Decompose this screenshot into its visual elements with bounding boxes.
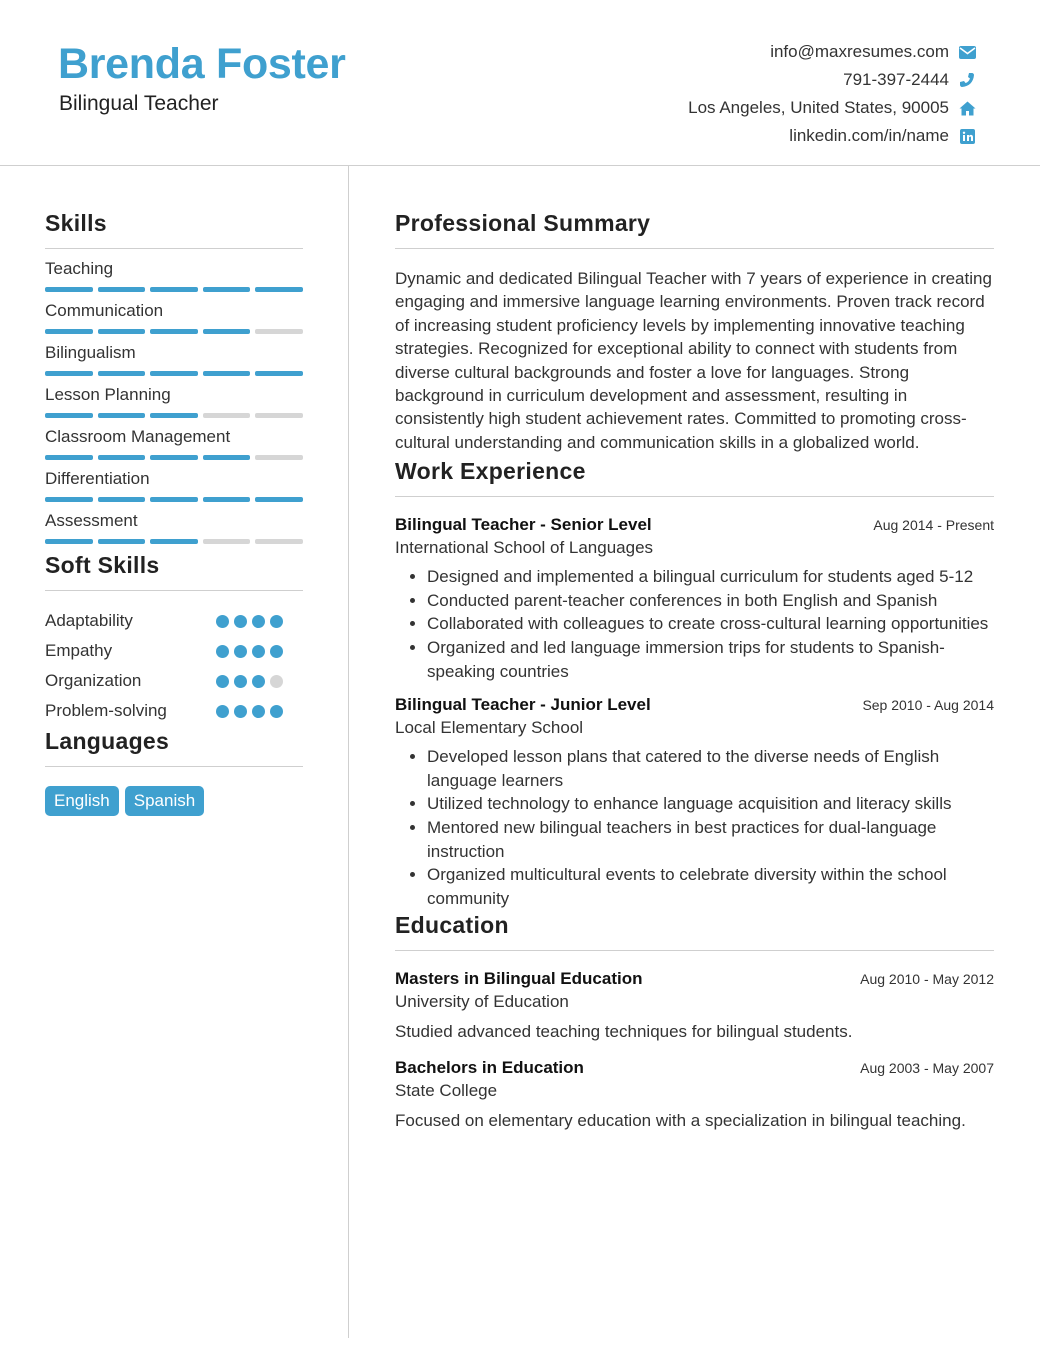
skill-level-segment [203,497,251,502]
skill-level-segment [203,287,251,292]
job-date: Sep 2010 - Aug 2014 [862,697,994,714]
skill-level-segment [45,539,93,544]
education-entry [395,1058,994,1132]
soft-skill-name: Organization [45,671,142,690]
skill-level-segment [203,329,251,334]
skill-level-segment [45,287,93,292]
job-title: Bilingual Teacher - Junior Level [395,695,651,715]
soft-skill-name: Problem-solving [45,701,167,720]
skills-title: Skills [45,210,107,236]
skill-level-segment [98,497,146,502]
column-divider [348,166,349,1338]
soft-skill-name: Adaptability [45,611,133,630]
job-header [395,515,994,535]
job-bullet: • Collaborated with colleagues to create cross-cultural learning opportunities [427,612,994,636]
skill-level-bars [45,455,303,460]
section-rule [45,766,303,767]
contact-address [688,94,976,122]
skill-level-bars [45,413,303,418]
job-entry [395,515,994,683]
skill-level-segment [150,371,198,376]
summary-text: Dynamic and dedicated Bilingual Teacher with 7 years of experience in creating engaging and immersive language learning environments. Proven track record of increasing student proficiency levels by implementing innovative teaching strategies. Recognized for exceptional ability to connect with students from diverse cultural backgrounds and foster a love for languages. Strong background in curriculum development and assessment, resulting in consistently high student achievement rates. Committed to promoting cross-cultural understanding and communication skills in a globalized world. [395,269,992,452]
skill-level-bars [45,329,303,334]
phone-text: 791-397-2444 [843,70,949,89]
education-description: Focused on elementary education with a specialization in bilingual teaching. [395,1110,966,1130]
skill-level-segment [150,497,198,502]
skill-name: Classroom Management [45,427,231,446]
linkedin-text: linkedin.com/in/name [789,126,949,145]
left-column [45,210,303,816]
skill-item [45,427,303,460]
skill-level-segment [255,329,303,334]
skill-level-segment [255,497,303,502]
skill-level-segment [98,371,146,376]
soft-skill-dot [270,615,283,628]
education-list [395,969,994,1132]
skill-level-segment [255,413,303,418]
skills-list [45,259,303,544]
skill-level-segment [45,413,93,418]
education-header [395,1058,994,1078]
soft-skill-dots [216,705,283,718]
skill-level-segment [98,329,146,334]
soft-skill-dot [234,705,247,718]
soft-skill-dot [216,705,229,718]
skill-level-segment [150,413,198,418]
experience-title: Work Experience [395,458,586,485]
job-bullets [395,565,994,683]
job-bullets [395,745,994,910]
language-tag: Spanish [125,786,204,816]
envelope-icon [958,43,976,61]
skill-level-segment [255,287,303,292]
skill-level-bars [45,497,303,502]
soft-skill-dot [252,615,265,628]
education-entry [395,969,994,1043]
degree-title: Masters in Bilingual Education [395,969,643,989]
soft-skill-dot [234,645,247,658]
skill-level-segment [150,287,198,292]
soft-skill-dots [216,645,283,658]
section-rule [45,248,303,249]
skill-level-segment [45,497,93,502]
skill-item [45,259,303,292]
skill-name: Teaching [45,259,114,278]
address-text: Los Angeles, United States, 90005 [688,98,949,117]
experience-list [395,515,994,910]
contact-email[interactable] [688,38,976,66]
soft-skill-item [45,696,303,726]
right-column [395,210,994,1132]
soft-skill-dot [270,645,283,658]
soft-skill-item [45,666,303,696]
skill-item [45,385,303,418]
job-organization: Local Elementary School [395,718,584,738]
job-bullet: • Organized multicultural events to celebrate diversity within the school community [427,863,994,910]
soft-skill-dot [252,645,265,658]
skill-level-segment [45,329,93,334]
education-header [395,969,994,989]
soft-skill-dot [270,705,283,718]
skill-item [45,469,303,502]
soft-skill-dots [216,615,283,628]
skill-name: Assessment [45,511,138,530]
contact-phone[interactable] [688,66,976,94]
languages-list [45,786,303,816]
skill-name: Lesson Planning [45,385,171,404]
soft-skill-item [45,636,303,666]
contact-linkedin[interactable] [688,122,976,150]
skill-name: Bilingualism [45,343,136,362]
email-text: info@maxresumes.com [770,42,949,61]
skill-level-segment [150,455,198,460]
school-name: State College [395,1080,498,1100]
job-title: Bilingual Teacher - Senior Level [395,515,652,535]
skill-level-segment [203,455,251,460]
skill-level-segment [203,413,251,418]
skill-level-segment [203,371,251,376]
skill-level-segment [150,329,198,334]
skill-level-bars [45,287,303,292]
candidate-name: Brenda Foster [58,40,346,88]
soft-skill-item [45,606,303,636]
skill-level-segment [98,539,146,544]
resume-header [0,0,1040,166]
soft-skill-dot [216,675,229,688]
skill-item [45,511,303,544]
languages-title: Languages [45,728,170,754]
soft-skill-dot [234,675,247,688]
school-name: University of Education [395,992,569,1012]
summary-title: Professional Summary [395,210,651,236]
job-header [395,695,994,715]
skill-level-segment [98,455,146,460]
education-title: Education [395,912,509,939]
job-bullet: • Organized and led language immersion trips for students to Spanish-speaking countries [427,636,994,683]
skill-level-segment [98,287,146,292]
degree-title: Bachelors in Education [395,1057,584,1077]
section-rule [395,248,994,249]
skill-level-segment [45,455,93,460]
soft-skill-dot [252,705,265,718]
soft-skill-dot [234,615,247,628]
job-bullet: • Conducted parent-teacher conferences in both English and Spanish [427,589,994,613]
job-bullet: • Mentored new bilingual teachers in best practices for dual-language instruction [427,816,994,863]
soft-skill-name: Empathy [45,641,113,660]
education-description: Studied advanced teaching techniques for bilingual students. [395,1022,853,1042]
skill-level-segment [255,455,303,460]
home-icon [958,99,976,117]
contact-info [688,38,976,150]
soft-skill-dot [216,645,229,658]
soft-skill-dots [216,675,283,688]
linkedin-icon [958,127,976,145]
soft-skill-dot [216,615,229,628]
soft-skill-dot [252,675,265,688]
soft-skills-list [45,606,303,726]
candidate-role: Bilingual Teacher [59,92,219,115]
skill-level-segment [255,371,303,376]
skill-level-segment [150,539,198,544]
skill-level-segment [45,371,93,376]
section-rule [45,590,303,591]
skill-level-bars [45,539,303,544]
education-date: Aug 2003 - May 2007 [860,1059,994,1076]
job-entry [395,695,994,910]
skill-level-segment [255,539,303,544]
skill-level-segment [98,413,146,418]
section-rule [395,496,994,497]
soft-skills-title: Soft Skills [45,552,160,578]
job-bullet: • Developed lesson plans that catered to the diverse needs of English language learners [427,745,994,792]
section-rule [395,950,994,951]
soft-skill-dot [270,675,283,688]
job-date: Aug 2014 - Present [873,517,994,534]
skill-level-segment [203,539,251,544]
skill-item [45,343,303,376]
phone-icon [958,71,976,89]
job-bullet: • Utilized technology to enhance language acquisition and literacy skills [427,792,994,816]
education-date: Aug 2010 - May 2012 [860,971,994,988]
skill-name: Differentiation [45,469,150,488]
language-tag: English [45,786,119,816]
skill-name: Communication [45,301,164,320]
job-bullet: • Designed and implemented a bilingual curriculum for students aged 5-12 [427,565,994,589]
job-organization: International School of Languages [395,538,654,558]
skill-level-bars [45,371,303,376]
skill-item [45,301,303,334]
